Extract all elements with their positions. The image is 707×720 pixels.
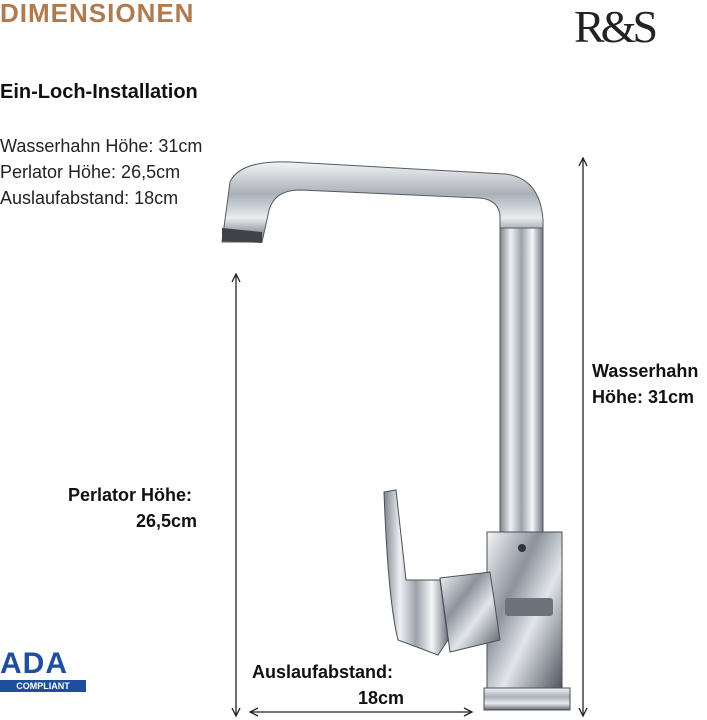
brand-logo: R&S [574, 1, 655, 52]
spec-spout-reach: Auslaufabstand: 18cm [0, 188, 179, 208]
aerator-label-line2: 26,5cm [136, 511, 198, 531]
installation-heading: Ein-Loch-Installation [0, 81, 198, 103]
spec-aerator-height: Perlator Höhe: 26,5cm [0, 162, 181, 182]
height-label-line1: Wasserhahn [592, 361, 699, 381]
reach-label-line1: Auslaufabstand: [252, 662, 394, 682]
spec-faucet-height: Wasserhahn Höhe: 31cm [0, 136, 203, 156]
height-label-line2: Höhe: 31cm [592, 387, 695, 407]
ada-badge-sub: COMPLIANT [0, 680, 86, 692]
page-title: DIMENSIONEN [0, 0, 195, 28]
faucet-image [222, 162, 570, 710]
reach-label-line2: 18cm [358, 688, 405, 708]
ada-compliant-icon [0, 648, 88, 692]
ada-badge-main: ADA [0, 647, 68, 680]
aerator-label-line1: Perlator Höhe: [68, 485, 193, 505]
